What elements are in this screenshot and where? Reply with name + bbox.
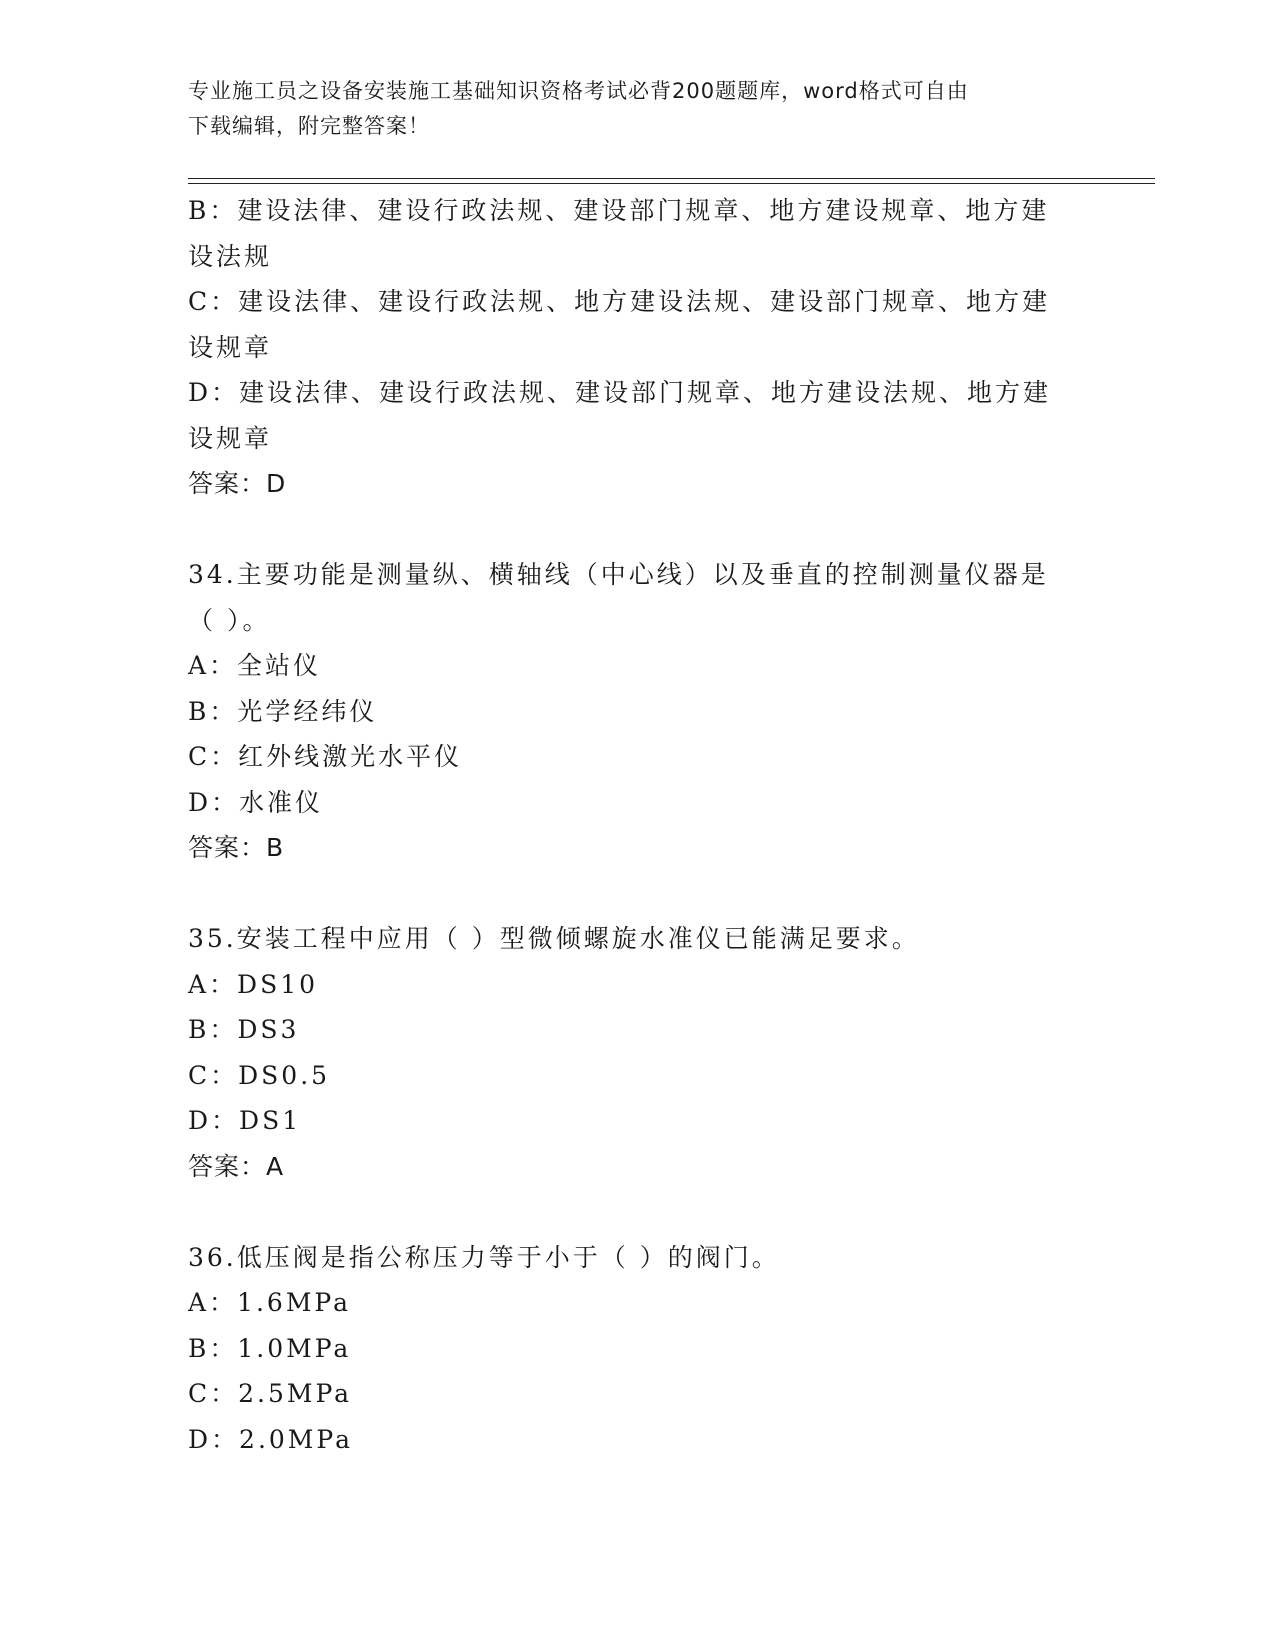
- question-35-block: [188, 916, 1088, 1189]
- previous-question-block: [188, 188, 1088, 507]
- answer-label: 答案：D: [188, 469, 287, 498]
- question-stem-line-1: 34.主要功能是测量纵、横轴线（中心线）以及垂直的控制测量仪器是: [188, 560, 1049, 589]
- option-c: C：红外线激光水平仪: [188, 742, 463, 771]
- question-stem-line-2: （ ）。: [188, 605, 271, 635]
- header-title-line-1: 专业施工员之设备安装施工基础知识资格考试必背200题题库，word格式可自由: [188, 79, 969, 103]
- option-c-line-1: C：建设法律、建设行政法规、地方建设法规、建设部门规章、地方建: [188, 287, 1051, 316]
- option-d-line-1: D：建设法律、建设行政法规、建设部门规章、地方建设法规、地方建: [188, 378, 1052, 407]
- spacer: [188, 1189, 1088, 1235]
- document-header: [188, 74, 1068, 144]
- option-b: B：光学经纬仪: [188, 696, 378, 726]
- question-stem-line-1: 35.安装工程中应用（ ）型微倾螺旋水准仪已能满足要求。: [188, 924, 920, 953]
- option-b: B：1.0MPa: [188, 1333, 352, 1363]
- option-b-line-1: B：建设法律、建设行政法规、建设部门规章、地方建设规章、地方建: [188, 196, 1050, 225]
- answer-label: 答案：A: [188, 1151, 285, 1181]
- option-c-line-2: 设规章: [188, 332, 273, 362]
- header-divider-bottom: [188, 183, 1155, 184]
- spacer: [188, 871, 1088, 917]
- header-title-line-2: 下载编辑，附完整答案！: [188, 114, 430, 138]
- option-d: D：水准仪: [188, 787, 324, 817]
- question-content: [188, 188, 1088, 1462]
- option-a: A：DS10: [188, 969, 319, 999]
- option-a: A：全站仪: [188, 651, 322, 680]
- option-d: D：DS1: [188, 1106, 302, 1135]
- answer-label: 答案：B: [188, 833, 285, 862]
- question-34-block: [188, 552, 1088, 871]
- option-a: A：1.6MPa: [188, 1288, 352, 1317]
- option-c: C：2.5MPa: [188, 1379, 353, 1408]
- question-stem-line-1: 36.低压阀是指公称压力等于小于（ ）的阀门。: [188, 1242, 780, 1272]
- option-b: B：DS3: [188, 1015, 300, 1044]
- option-c: C：DS0.5: [188, 1060, 331, 1090]
- option-d-line-2: 设规章: [188, 423, 273, 453]
- spacer: [188, 507, 1088, 553]
- option-b-line-2: 设法规: [188, 241, 273, 271]
- question-36-block: [188, 1235, 1088, 1463]
- header-divider-top: [188, 178, 1155, 179]
- option-d: D：2.0MPa: [188, 1424, 354, 1454]
